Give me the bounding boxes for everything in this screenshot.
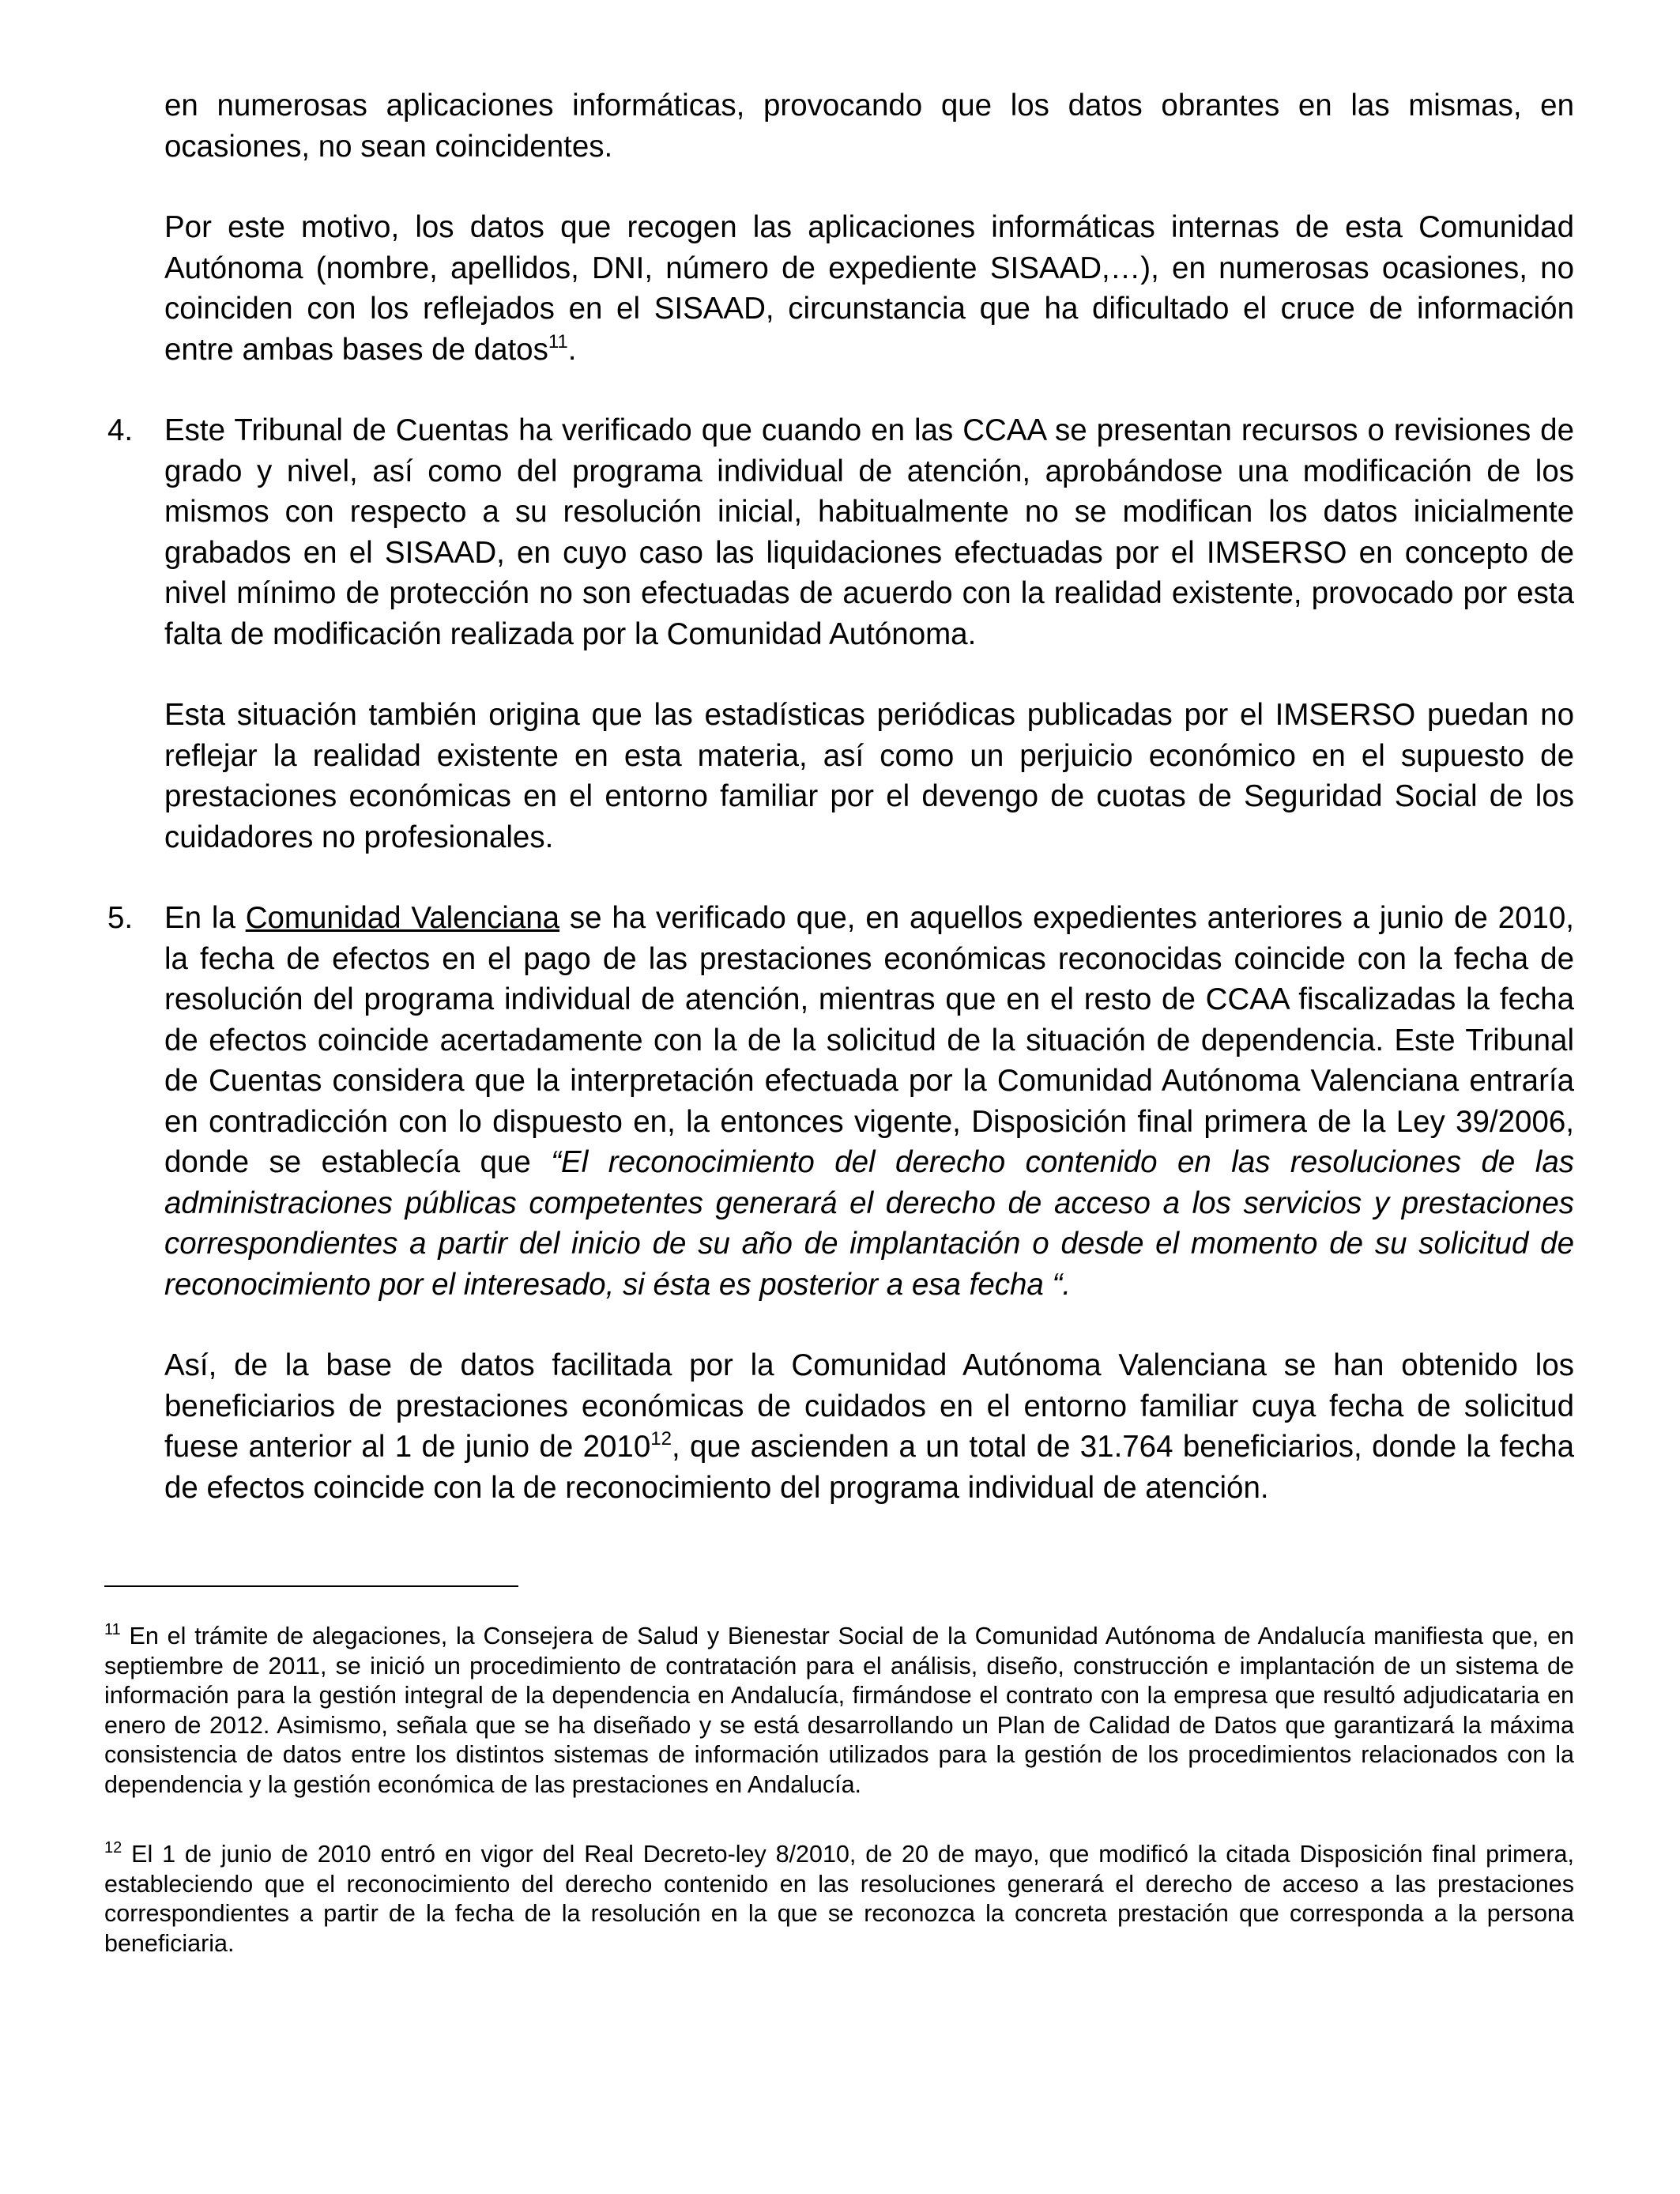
list-number-5: 5. [107,901,134,935]
footnote-ref-12[interactable]: 12 [650,1428,672,1449]
footnote-12 [104,1840,1574,1958]
footnote-number-12: 12 [104,1839,122,1857]
footnote-text-12: El 1 de junio de 2010 entró en vigor del Real Decreto-ley 8/2010, de 20 de mayo, que modificó la citada Disposición final primera, estableciendo que el reconocimiento del derecho contenido en las resoluciones generará el derecho de acceso a las prestaciones correspondientes a partir de la fecha de la resolución en la que se reconozca la concreta prestación que corresponda a la persona beneficiaria. [104,1841,1574,1957]
item4-paragraph-2: Esta situación también origina que las estadísticas periódicas publicadas por el IMSERSO puedan no reflejar la realidad existente en esta materia, así como un perjuicio económico en el supuesto de prestaciones económicas en el entorno familiar por el devengo de cuotas de Seguridad Social de los cuidadores no profesionales. [164,698,1574,854]
footnote-text-11: En el trámite de alegaciones, la Consejera de Salud y Bienestar Social de la Comunidad Autónoma de Andalucía manifiesta que, en septiembre de 2011, se inició un procedimiento de contratación para el análisis, diseño, construcción e implantación de un sistema de información para la gestión integral de la dependencia en Andalucía, firmándose el contrato con la empresa que resultó adjudicataria en enero de 2012. Asimismo, señala que se ha diseñado y se está desarrollando un Plan de Calidad de Datos que garantizará la máxima consistencia de datos entre los distintos sistemas de información utilizados para la gestión de los procedimientos relacionados con la dependencia y la gestión económica de las prestaciones en Andalucía. [104,1623,1574,1798]
item5-text-middle: se ha verificado que, en aquellos expedientes anteriores a junio de 2010, la fecha de efectos en el pago de las prestaciones económicas reconocidas coincide con la fecha de resolución del programa individual de atención, mientras que en el resto de CCAA fiscalizadas la fecha de efectos coincide acertadamente con la de la solicitud de la situación de dependencia. Este Tribunal de Cuentas considera que la interpretación efectuada por la Comunidad Autónoma Valenciana entraría en contradicción con lo dispuesto en, la entonces vigente, Disposición final primera de la Ley 39/2006, donde se establecía que [164,901,1575,1179]
list-number-4: 4. [107,413,134,447]
item5-text-start: En la [164,901,246,935]
item5-p2-text: Así, de la base de datos facilitada por la Comunidad Autónoma Valenciana se han obtenido los beneficiarios de prestaciones económicas de cuidados en el entorno familiar cuya fecha de solicitud fuese anterior al 1 de junio de 2010 [164,1348,1574,1464]
comunidad-valenciana-underlined: Comunidad Valenciana [245,901,560,935]
list-item-4 [107,410,1574,858]
footnote-number-11: 11 [104,1621,121,1638]
item5-paragraph-1 [164,898,1574,1305]
list-item-5 [107,898,1575,1508]
footnote-separator [104,1585,518,1587]
paragraph-data-mismatch [164,207,1574,370]
item4-paragraph-1: Este Tribunal de Cuentas ha verificado que cuando en las CCAA se presentan recursos o revisiones de grado y nivel, así como del programa individual de atención, aprobándose una modificación de los mismos con respecto a su resolución inicial, habitualmente no se modifican los datos inicialmente grabados en el SISAAD, en cuyo caso las liquidaciones efectuadas por el IMSERSO en concepto de nivel mínimo de protección no son efectuadas de acuerdo con la realidad existente, provocado por esta falta de modificación realizada por la Comunidad Autónoma. [164,413,1574,651]
main-text [107,85,1575,1508]
item5-p2-text-end: , que ascienden a un total de 31.764 beneficiarios, donde la fecha de efectos coincide con la de reconocimiento del programa individual de atención. [164,1430,1574,1505]
footnote-ref-11[interactable]: 11 [548,330,568,352]
paragraph-end: . [567,332,577,367]
footnote-11 [104,1622,1574,1800]
paragraph-text: Por este motivo, los datos que recogen las aplicaciones informáticas internas de esta Comunidad Autónoma (nombre, apellidos, DNI, número de expediente SISAAD,…), en numerosas ocasiones, no coinciden con los reflejados en el SISAAD, circunstancia que ha dificultado el cruce de información entre ambas bases de datos [164,210,1574,367]
item5-paragraph-2 [164,1345,1574,1508]
legal-quote: “El reconocimiento del derecho contenido en las resoluciones de las administraciones públicas competentes generará el derecho de acceso a los servicios y prestaciones correspondientes a partir del inicio de su año de implantación o desde el momento de su solicitud de reconocimiento por el interesado, si ésta es posterior a esa fecha “. [164,1145,1574,1302]
paragraph-continuation: en numerosas aplicaciones informáticas, provocando que los datos obrantes en las mismas, en ocasiones, no sean coincidentes. [164,89,1574,164]
